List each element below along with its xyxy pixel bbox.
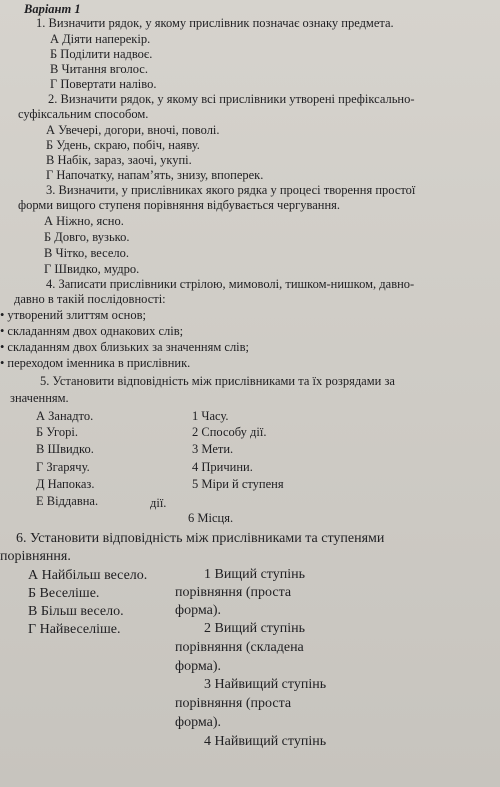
q4-item-3: • складанням двох близьких за значенням слів; bbox=[0, 340, 249, 355]
q4-item-4: • переходом іменника в прислівник. bbox=[0, 356, 190, 371]
q5-prompt-line1: 5. Установити відповідність між прислівниками та їх розрядами за bbox=[40, 374, 395, 388]
q5-right-5-cont: дії. bbox=[150, 496, 167, 510]
q5-right-1: 1 Часу. bbox=[192, 409, 229, 423]
q6-right-3-cont2: форма). bbox=[175, 715, 221, 730]
q1-option-b: Б Поділити надвоє. bbox=[50, 47, 153, 61]
q6-left-d: Г Найвеселіше. bbox=[28, 622, 121, 637]
q5-left-c: В Швидко. bbox=[36, 442, 94, 456]
q2-prompt-line1: 2. Визначити рядок, у якому всі прислівники утворені префіксально- bbox=[48, 92, 415, 106]
variant-title: Варіант 1 bbox=[24, 2, 81, 16]
q3-prompt-line1: 3. Визначити, у прислівниках якого рядка у процесі творення простої bbox=[46, 183, 416, 197]
q6-right-4: 4 Найвищий ступінь bbox=[204, 734, 327, 749]
q6-right-1-cont1: порівняння (проста bbox=[175, 585, 292, 600]
q5-left-a: А Занадто. bbox=[36, 409, 94, 423]
q3-option-a: А Ніжно, ясно. bbox=[44, 214, 124, 228]
q4-item-1: • утворений злиттям основ; bbox=[0, 308, 146, 323]
q5-right-3: 3 Мети. bbox=[192, 442, 234, 456]
q4-item-2: • складанням двох однакових слів; bbox=[0, 324, 183, 339]
q6-prompt-line2: порівняння. bbox=[0, 549, 71, 564]
q5-right-5: 5 Міри й ступеня bbox=[192, 477, 284, 491]
q6-left-a: А Найбільш весело. bbox=[28, 568, 148, 583]
q6-right-2: 2 Вищий ступінь bbox=[204, 621, 306, 636]
q6-left-c: В Більш весело. bbox=[28, 604, 124, 619]
q4-prompt-line1: 4. Записати прислівники стрілою, мимоволі, тишком-нишком, давно- bbox=[46, 277, 415, 291]
q6-right-1: 1 Вищий ступінь bbox=[204, 567, 306, 582]
q2-option-d: Г Напочатку, напам’ять, знизу, впоперек. bbox=[46, 168, 264, 182]
q1-option-c: В Читання вголос. bbox=[50, 62, 148, 76]
q3-option-b: Б Довго, вузько. bbox=[44, 230, 130, 244]
q6-right-2-cont2: форма). bbox=[175, 659, 221, 674]
q6-left-b: Б Веселіше. bbox=[28, 586, 100, 601]
q1-option-d: Г Повертати наліво. bbox=[50, 77, 157, 91]
q1-option-a: А Діяти наперекір. bbox=[50, 32, 151, 46]
q5-left-d: Г Згарячу. bbox=[36, 460, 90, 474]
q5-left-b: Б Угорі. bbox=[36, 425, 78, 439]
q1-prompt: 1. Визначити рядок, у якому прислівник позначає ознаку предмета. bbox=[36, 16, 394, 30]
q5-right-2: 2 Способу дії. bbox=[192, 425, 267, 439]
q6-right-2-cont1: порівняння (складена bbox=[175, 640, 304, 655]
q3-option-d: Г Швидко, мудро. bbox=[44, 262, 140, 276]
q3-option-c: В Чітко, весело. bbox=[44, 246, 130, 260]
q2-option-a: А Увечері, догори, вночі, поволі. bbox=[46, 123, 220, 137]
q4-prompt-line2: давно в такій послідовності: bbox=[14, 292, 166, 306]
q6-prompt-line1: 6. Установити відповідність між прислівниками та ступенями bbox=[16, 531, 385, 546]
q5-left-f: Е Віддавна. bbox=[36, 494, 99, 508]
q5-left-e: Д Напоказ. bbox=[36, 477, 95, 491]
q6-right-1-cont2: форма). bbox=[175, 603, 221, 618]
q5-right-6: 6 Місця. bbox=[188, 511, 234, 525]
q3-prompt-line2: форми вищого ступеня порівняння відбувається чергування. bbox=[18, 198, 341, 212]
q5-right-4: 4 Причини. bbox=[192, 460, 253, 474]
q6-right-3: 3 Найвищий ступінь bbox=[204, 677, 327, 692]
q2-prompt-line2: суфіксальним способом. bbox=[18, 107, 149, 121]
q2-option-b: Б Удень, скраю, побіч, наяву. bbox=[46, 138, 200, 152]
q2-option-c: В Набік, зараз, заочі, укупі. bbox=[46, 153, 192, 167]
q6-right-3-cont1: порівняння (проста bbox=[175, 696, 292, 711]
q5-prompt-line2: значенням. bbox=[10, 391, 69, 405]
